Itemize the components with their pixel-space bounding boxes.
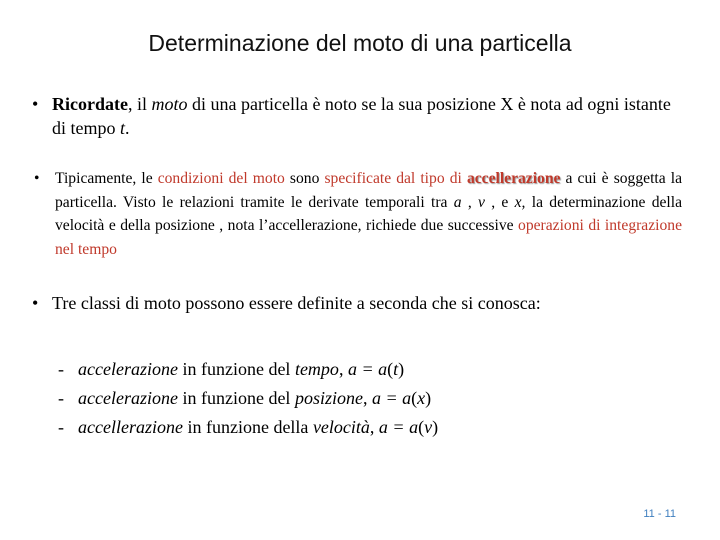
list-item: - accelerazione in funzione del posizione, a = a(x) (58, 388, 432, 408)
highlight-integrazione: operazioni di integrazione nel tempo (55, 217, 682, 258)
var-x: x, (514, 193, 526, 211)
var-a: a (453, 193, 462, 211)
var-v: v (478, 193, 485, 211)
highlight-condizioni: condizioni del moto (157, 170, 285, 187)
bullet-tre-classi (32, 291, 672, 315)
bullet-ricordate (32, 92, 672, 140)
motion-classes-list (58, 355, 678, 442)
bold-word: Ricordate (52, 94, 128, 114)
highlight-accellerazione: accellerazione (466, 170, 561, 187)
highlight-specificate: specificate dal tipo di (324, 170, 462, 187)
bullet-text: Ricordate, il moto di una particella è noto se la sua posizione X è nota ad ogni istante di tempo t. (52, 94, 671, 138)
bullet-marker: • (32, 293, 39, 313)
bullet-text: Tre classi di moto possono essere definite a seconda che si conosca: (52, 293, 541, 313)
bullet-marker: • (32, 94, 39, 114)
list-item: - accelerazione in funzione del tempo, a = a(t) (58, 359, 405, 379)
italic-t: t (120, 118, 126, 138)
list-item: - accellerazione in funzione della velocità, a = a(v) (58, 417, 439, 437)
bullet-tipicamente (34, 167, 682, 261)
page-number: 11 - 11 (643, 508, 676, 520)
bullet-marker: • (34, 170, 40, 187)
italic-moto: moto (151, 94, 188, 114)
slide-title: Determinazione del moto di una particella (148, 30, 572, 56)
bullet-text: Tipicamente, le condizioni del moto sono specificate dal tipo di accellerazione a cui è soggetta la particella. Visto le relazioni tramite le derivate temporali tra a , v , e x, la determinazione della velocità e della posizione , nota l’accellerazione, richiede due successive operazioni di integrazione nel tempo (55, 170, 683, 258)
